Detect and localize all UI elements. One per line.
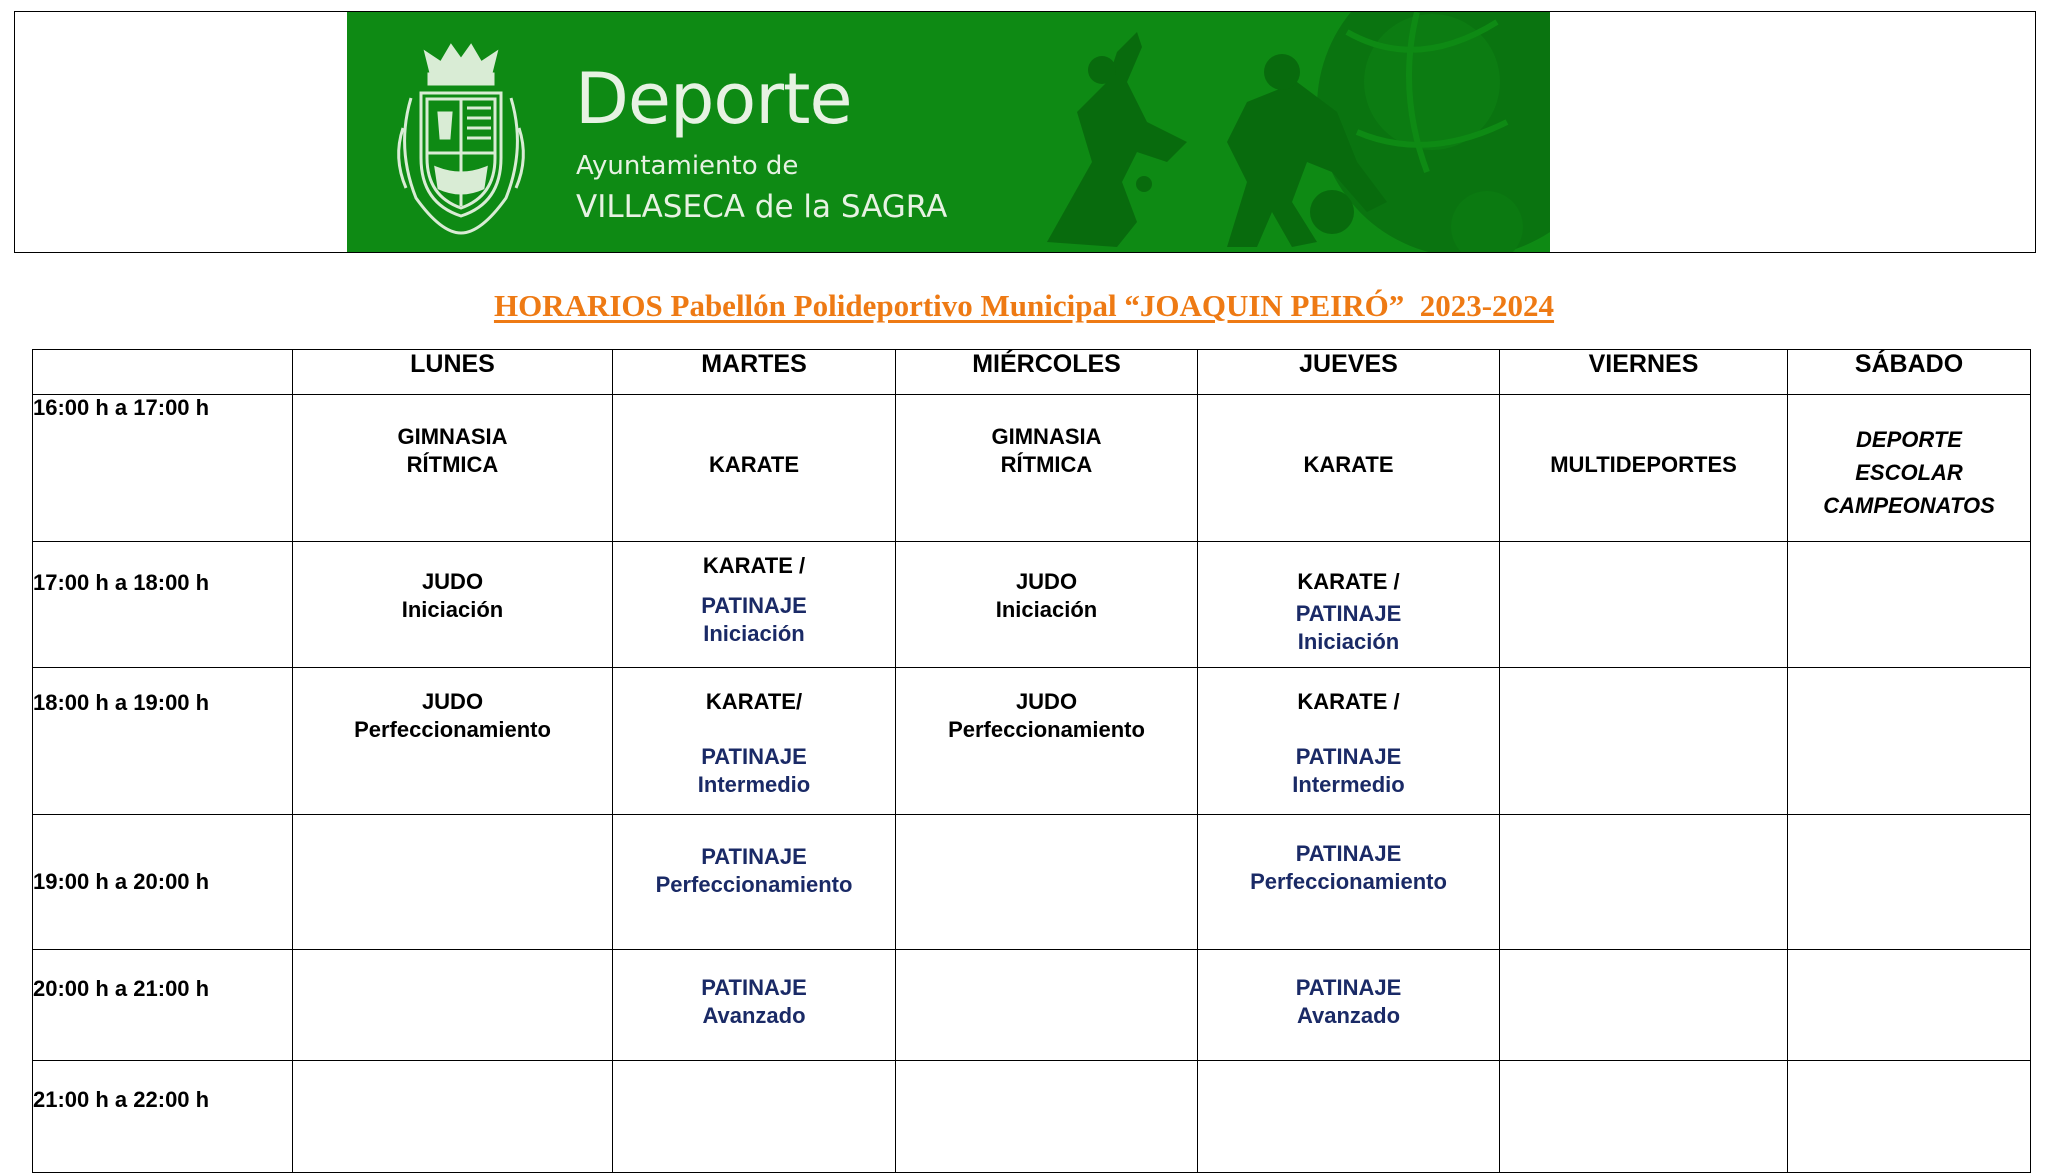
activity-cell [293,542,613,668]
activity-cell [1198,668,1500,815]
activity-level: Iniciación [995,597,1098,622]
activity-cell [896,542,1198,668]
activity-level: Iniciación [401,597,504,622]
schedule-table [32,349,2031,1173]
activity-name: CAMPEONATOS [1823,493,1995,518]
activity-level: Iniciación [1297,629,1400,654]
day-header-lunes: LUNES [293,350,613,395]
empty-cell [896,950,1198,1061]
day-header-viernes: VIERNES [1500,350,1788,395]
activity-cell [896,395,1198,542]
schedule-row [33,668,2031,815]
activity-name: DEPORTE [1856,427,1962,452]
time-slot: 18:00 h a 19:00 h [33,668,293,815]
empty-cell [613,1061,896,1173]
day-header-martes: MARTES [613,350,896,395]
activity-cell [1198,815,1500,950]
corner-cell [33,350,293,395]
activity-name: KARATE [708,452,800,477]
activity-name: JUDO [1015,569,1078,594]
empty-cell [1788,815,2031,950]
activity-cell [613,668,896,815]
activity-name: JUDO [421,689,484,714]
brand-subtitle-line1: Ayuntamiento de [576,151,799,181]
schedule-row [33,1061,2031,1173]
activity-name: PATINAJE [1295,975,1402,1000]
activity-name: MULTIDEPORTES [1550,452,1737,477]
activity-name: PATINAJE [1295,744,1402,769]
day-header-sabado: SÁBADO [1788,350,2031,395]
activity-name: KARATE/ [705,689,803,714]
empty-cell [1788,950,2031,1061]
activity-level: Perfeccionamiento [354,717,551,742]
empty-cell [1500,950,1788,1061]
activity-level: Intermedio [697,772,811,797]
empty-cell [1788,542,2031,668]
activity-cell [1788,395,2031,542]
empty-cell [1500,815,1788,950]
brand-subtitle-line2: VILLASECA de la SAGRA [576,189,948,225]
day-header-miercoles: MIÉRCOLES [896,350,1198,395]
schedule-row [33,815,2031,950]
activity-level: Perfeccionamiento [948,717,1145,742]
activity-name: PATINAJE [701,975,807,1000]
empty-cell [1788,668,2031,815]
time-slot: 16:00 h a 17:00 h [33,395,293,542]
activity-name: KARATE / [1297,569,1400,594]
activity-cell [613,542,896,668]
activity-name: ESCOLAR [1855,460,1963,485]
activity-name: KARATE / [1297,689,1400,714]
activity-level: Avanzado [702,1003,806,1028]
activity-cell [293,668,613,815]
empty-cell [293,815,613,950]
schedule-row [33,542,2031,668]
activity-cell [293,395,613,542]
activity-level: Intermedio [1292,772,1405,797]
activity-name: PATINAJE [701,744,807,769]
activity-name: PATINAJE [1295,601,1402,626]
empty-cell [896,1061,1198,1173]
activity-name: KARATE / [702,553,806,578]
activity-name: GIMNASIA [991,424,1102,449]
activity-cell [1198,950,1500,1061]
activity-cell [613,815,896,950]
time-slot: 21:00 h a 22:00 h [33,1061,293,1173]
deporte-banner [347,12,1550,252]
schedule-row [33,950,2031,1061]
activity-level: Perfeccionamiento [655,872,853,897]
time-slot: 19:00 h a 20:00 h [33,815,293,950]
municipal-crest-logo [391,38,531,238]
empty-cell [293,950,613,1061]
activity-level: RÍTMICA [406,452,499,477]
schedule-title: HORARIOS Pabellón Polideportivo Municipal “JOAQUIN PEIRÓ” 2023-2024 [493,288,1555,323]
activity-level: Perfeccionamiento [1250,869,1447,894]
activity-name: PATINAJE [701,593,807,618]
empty-cell [1198,1061,1500,1173]
time-slot: 17:00 h a 18:00 h [33,542,293,668]
brand-title: Deporte [575,58,852,140]
header-banner-frame [14,11,2036,253]
activity-name: PATINAJE [701,844,807,869]
empty-cell [1500,668,1788,815]
activity-name: GIMNASIA [397,424,508,449]
activity-name: KARATE [1303,452,1394,477]
activity-name: JUDO [1015,689,1078,714]
empty-cell [293,1061,613,1173]
activity-cell [613,950,896,1061]
schedule-row [33,395,2031,542]
empty-cell [1500,542,1788,668]
activity-level: RÍTMICA [1000,452,1093,477]
activity-cell [1500,395,1788,542]
activity-level: Avanzado [1296,1003,1401,1028]
activity-cell [1198,395,1500,542]
activity-cell [613,395,896,542]
empty-cell [1500,1061,1788,1173]
header-row [33,350,2031,395]
activity-level: Iniciación [703,621,805,646]
time-slot: 20:00 h a 21:00 h [33,950,293,1061]
day-header-jueves: JUEVES [1198,350,1500,395]
empty-cell [896,815,1198,950]
activity-name: PATINAJE [1295,841,1402,866]
activity-cell [896,668,1198,815]
activity-name: JUDO [421,569,484,594]
empty-cell [1788,1061,2031,1173]
activity-cell [1198,542,1500,668]
